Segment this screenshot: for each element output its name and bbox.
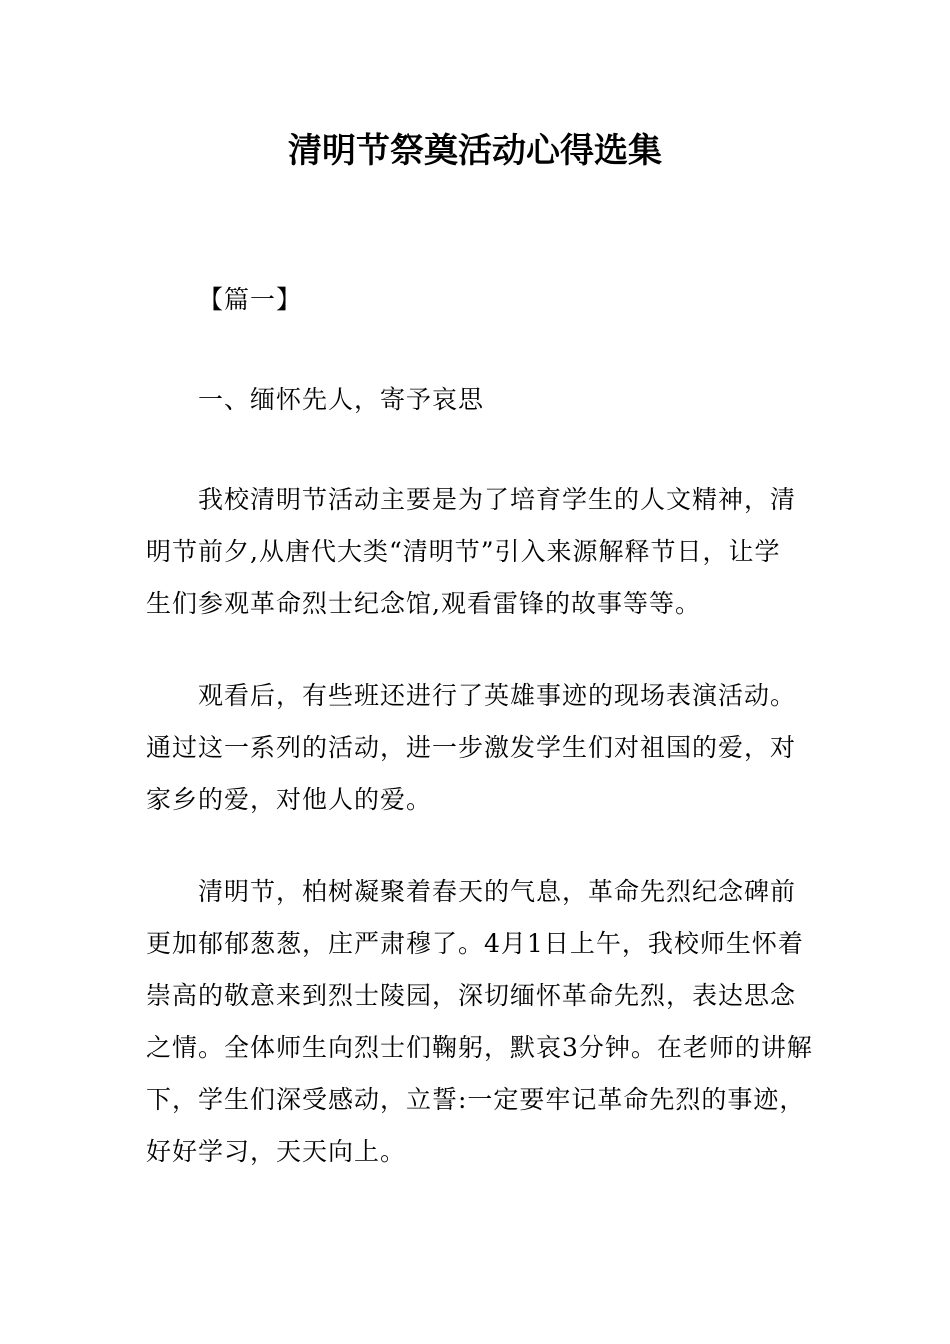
paragraph-line: 下，学生们深受感动，立誓:一定要牢记革命先烈的事迹， (146, 1085, 806, 1114)
paragraph-line: 我校清明节活动主要是为了培育学生的人文精神，清 (198, 485, 797, 514)
paragraph-line: 家乡的爱，对他人的爱。 (146, 785, 433, 814)
paragraph-line: 之情。全体师生向烈士们鞠躬，默哀3分钟。在老师的讲解 (146, 1033, 813, 1062)
paragraph-line: 观看后，有些班还进行了英雄事迹的现场表演活动。 (198, 681, 797, 710)
paragraph-line: 生们参观革命烈士纪念馆,观看雷锋的故事等等。 (146, 589, 701, 618)
section-heading-text: 一、缅怀先人，寄予哀思 (198, 385, 485, 414)
paragraph-1 (146, 474, 810, 630)
paragraph-line: 更加郁郁葱葱，庄严肃穆了。4月1日上午，我校师生怀着 (146, 929, 804, 958)
section-label (146, 274, 810, 326)
paragraph-2 (146, 670, 810, 826)
paragraph-line: 清明节，柏树凝聚着春天的气息，革命先烈纪念碑前 (198, 877, 797, 906)
paragraph-line: 好好学习，天天向上。 (146, 1137, 407, 1166)
paragraph-line: 明节前夕,从唐代大类“清明节”引入来源解释节日，让学 (146, 537, 781, 566)
section-heading (146, 374, 810, 426)
section-label-text: 【篇一】 (198, 285, 303, 314)
paragraph-3 (146, 866, 813, 1178)
paragraph-line: 通过这一系列的活动，进一步激发学生们对祖国的爱，对 (146, 733, 797, 762)
paragraph-line: 崇高的敬意来到烈士陵园，深切缅怀革命先烈，表达思念 (146, 981, 797, 1010)
document-title: 清明节祭奠活动心得选集 (288, 131, 662, 171)
